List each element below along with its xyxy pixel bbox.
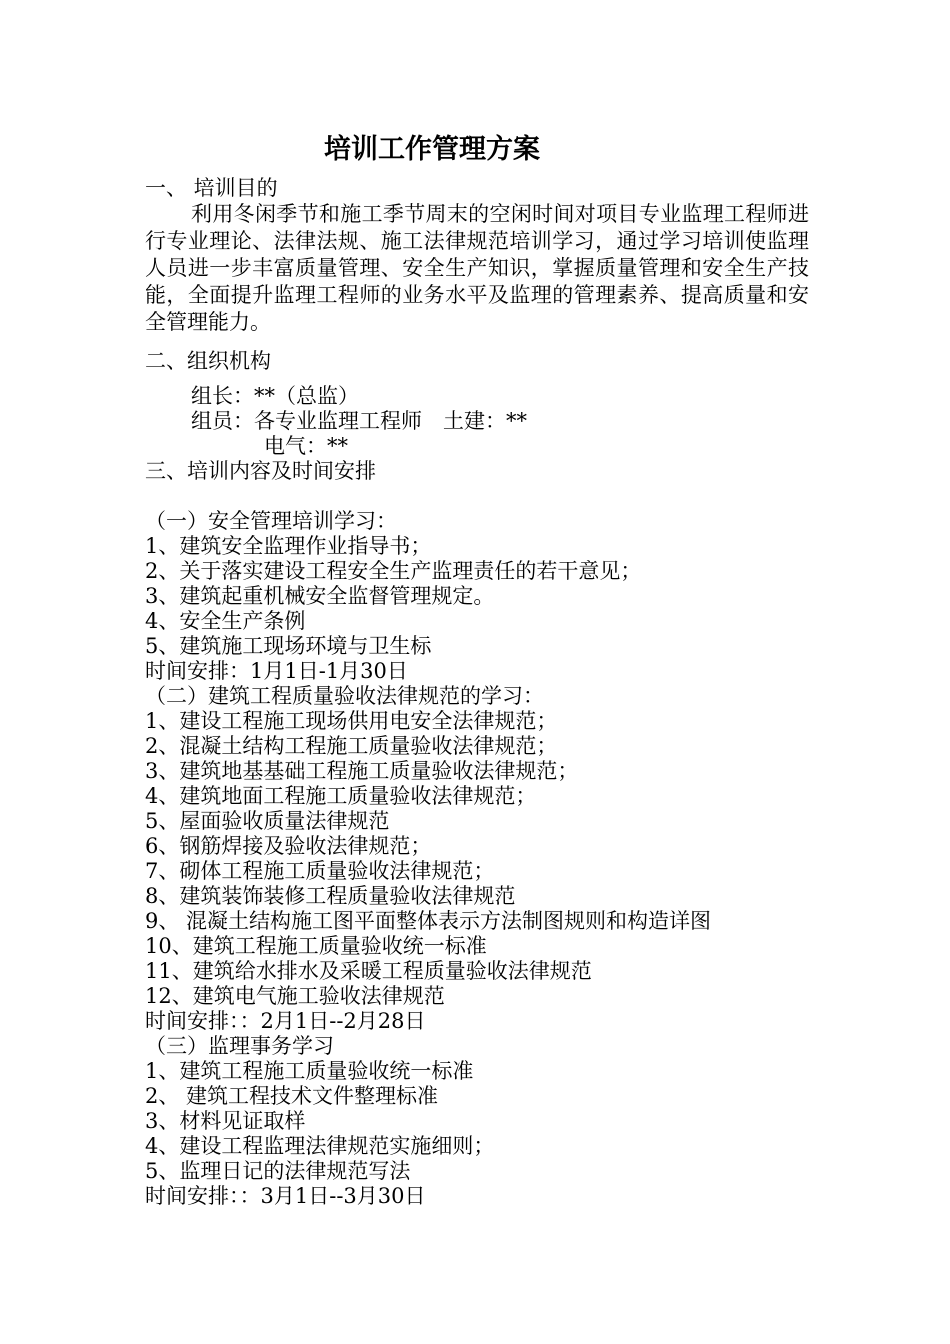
list-item: 4、安全生产条例 xyxy=(145,609,306,633)
list-item: 10、建筑工程施工质量验收统一标准 xyxy=(145,934,487,958)
part-1-heading: （一）安全管理培训学习： xyxy=(145,509,397,533)
list-item: 4、建筑地面工程施工质量验收法律规范； xyxy=(145,784,537,808)
section-1-heading: 一、 培训目的 xyxy=(145,176,278,200)
list-item: 5、屋面验收质量法律规范 xyxy=(145,809,390,833)
list-item: 1、建设工程施工现场供用电安全法律规范； xyxy=(145,709,558,733)
list-item: 8、建筑装饰装修工程质量验收法律规范 xyxy=(145,884,516,908)
org-members: 组员：各专业监理工程师 土建：** xyxy=(191,409,527,433)
document-title: 培训工作管理方案 xyxy=(324,134,540,165)
list-item: 9、 混凝土结构施工图平面整体表示方法制图规则和构造详图 xyxy=(145,909,712,933)
part-2-schedule: 时间安排：：2月1日--2月28日 xyxy=(145,1009,426,1033)
list-item: 3、建筑地基基础工程施工质量验收法律规范； xyxy=(145,759,579,783)
section-3-heading: 三、培训内容及时间安排 xyxy=(145,459,376,483)
part-3-schedule: 时间安排：：3月1日--3月30日 xyxy=(145,1184,426,1208)
list-item: 3、建筑起重机械安全监督管理规定。 xyxy=(145,584,495,608)
section-1-paragraph: 利用冬闲季节和施工季节周末的空闲时间对项目专业监理工程师进行专业理论、法律法规、施工法律规范培训学习，通过学习培训使监理人员进一步丰富质量管理、安全生产知识，掌握质量管理和安全生产技能，全面提升监理工程师的业务水平及监理的管理素养、提高质量和安全管理能力。 xyxy=(145,202,809,334)
list-item: 11、建筑给水排水及采暖工程质量验收法律规范 xyxy=(145,959,592,983)
part-2-heading: （二）建筑工程质量验收法律规范的学习： xyxy=(145,684,544,708)
org-electrical: 电气：** xyxy=(264,434,348,458)
list-item: 1、建筑安全监理作业指导书； xyxy=(145,534,432,558)
list-item: 2、关于落实建设工程安全生产监理责任的若干意见； xyxy=(145,559,642,583)
list-item: 2、混凝土结构工程施工质量验收法律规范； xyxy=(145,734,558,758)
list-item: 1、建筑工程施工质量验收统一标准 xyxy=(145,1059,474,1083)
part-3-heading: （三）监理事务学习 xyxy=(145,1034,334,1058)
list-item: 5、建筑施工现场环境与卫生标 xyxy=(145,634,432,658)
list-item: 3、材料见证取样 xyxy=(145,1109,306,1133)
list-item: 2、 建筑工程技术文件整理标准 xyxy=(145,1084,439,1108)
part-1-schedule: 时间安排：1月1日-1月30日 xyxy=(145,659,408,683)
section-2-heading: 二、组织机构 xyxy=(145,349,271,373)
list-item: 7、砌体工程施工质量验收法律规范； xyxy=(145,859,495,883)
list-item: 5、监理日记的法律规范写法 xyxy=(145,1159,411,1183)
list-item: 12、建筑电气施工验收法律规范 xyxy=(145,984,445,1008)
list-item: 6、钢筋焊接及验收法律规范； xyxy=(145,834,432,858)
list-item: 4、建设工程监理法律规范实施细则； xyxy=(145,1134,495,1158)
org-leader: 组长：**（总监） xyxy=(191,384,359,408)
